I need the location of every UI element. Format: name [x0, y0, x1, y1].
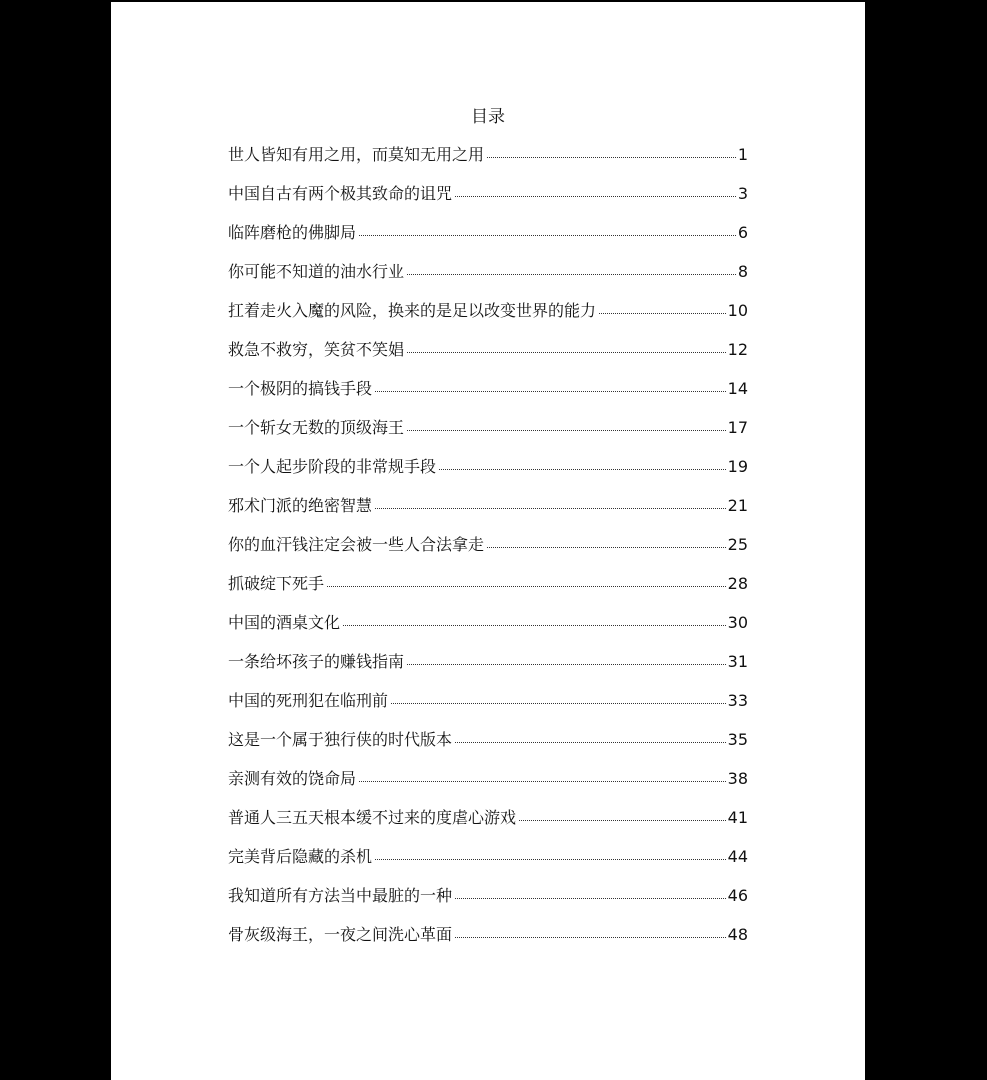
- toc-entry-title: 扛着走火入魔的风险，换来的是足以改变世界的能力: [228, 301, 597, 320]
- toc-entry-page-number: 31: [727, 652, 748, 671]
- toc-entry-page-number: 17: [727, 418, 748, 437]
- toc-entry-page-number: 14: [727, 379, 748, 398]
- toc-entry[interactable]: [228, 610, 748, 649]
- toc-entry-title: 中国自古有两个极其致命的诅咒: [228, 184, 453, 203]
- toc-entry-page-number: 38: [727, 769, 748, 788]
- toc-entry-title: 一个斩女无数的顶级海王: [228, 418, 405, 437]
- dot-leader: [599, 313, 726, 314]
- dot-leader: [519, 820, 726, 821]
- toc-entry[interactable]: [228, 883, 748, 922]
- toc-entry[interactable]: [228, 805, 748, 844]
- toc-entry-page-number: 46: [727, 886, 748, 905]
- dot-leader: [359, 235, 736, 236]
- toc-entry[interactable]: [228, 142, 748, 181]
- toc-entry-title: 临阵磨枪的佛脚局: [228, 223, 357, 242]
- toc-entry-title: 一个极阴的搞钱手段: [228, 379, 373, 398]
- toc-entry-page-number: 21: [727, 496, 748, 515]
- toc-entry-page-number: 8: [737, 262, 748, 281]
- toc-list: [228, 142, 748, 961]
- dot-leader: [487, 547, 726, 548]
- toc-entry[interactable]: [228, 454, 748, 493]
- toc-entry-title: 抓破绽下死手: [228, 574, 325, 593]
- toc-entry-page-number: 25: [727, 535, 748, 554]
- toc-entry-title: 中国的酒桌文化: [228, 613, 341, 632]
- toc-entry-title: 一个人起步阶段的非常规手段: [228, 457, 437, 476]
- toc-entry-page-number: 30: [727, 613, 748, 632]
- toc-entry[interactable]: [228, 727, 748, 766]
- toc-entry-page-number: 10: [727, 301, 748, 320]
- toc-entry[interactable]: [228, 298, 748, 337]
- toc-entry-page-number: 48: [727, 925, 748, 944]
- dot-leader: [455, 742, 726, 743]
- document-page: [111, 2, 865, 1080]
- toc-entry-page-number: 44: [727, 847, 748, 866]
- toc-entry-title: 骨灰级海王，一夜之间洗心革面: [228, 925, 453, 944]
- toc-entry-title: 你可能不知道的油水行业: [228, 262, 405, 281]
- dot-leader: [407, 664, 726, 665]
- dot-leader: [375, 859, 726, 860]
- toc-entry[interactable]: [228, 220, 748, 259]
- toc-entry-title: 你的血汗钱注定会被一些人合法拿走: [228, 535, 485, 554]
- dot-leader: [407, 430, 726, 431]
- toc-entry[interactable]: [228, 844, 748, 883]
- toc-entry[interactable]: [228, 766, 748, 805]
- toc-entry-title: 这是一个属于独行侠的时代版本: [228, 730, 453, 749]
- toc-entry-page-number: 28: [727, 574, 748, 593]
- toc-entry[interactable]: [228, 922, 748, 961]
- dot-leader: [487, 157, 736, 158]
- dot-leader: [407, 274, 736, 275]
- toc-entry-title: 救急不救穷，笑贫不笑娼: [228, 340, 405, 359]
- toc-entry[interactable]: [228, 649, 748, 688]
- toc-entry-title: 世人皆知有用之用，而莫知无用之用: [228, 145, 485, 164]
- dot-leader: [455, 898, 726, 899]
- toc-entry[interactable]: [228, 415, 748, 454]
- toc-entry-title: 一条给坏孩子的赚钱指南: [228, 652, 405, 671]
- toc-entry[interactable]: [228, 259, 748, 298]
- dot-leader: [407, 352, 726, 353]
- toc-heading: 目录: [471, 107, 505, 127]
- dot-leader: [375, 391, 726, 392]
- dot-leader: [439, 469, 726, 470]
- toc-entry-title: 亲测有效的饶命局: [228, 769, 357, 788]
- toc-entry-page-number: 33: [727, 691, 748, 710]
- toc-entry-page-number: 41: [727, 808, 748, 827]
- toc-entry-page-number: 1: [737, 145, 748, 164]
- toc-entry-title: 我知道所有方法当中最脏的一种: [228, 886, 453, 905]
- toc-entry-page-number: 3: [737, 184, 748, 203]
- dot-leader: [375, 508, 726, 509]
- toc-entry-page-number: 12: [727, 340, 748, 359]
- dot-leader: [455, 937, 726, 938]
- dot-leader: [455, 196, 736, 197]
- dot-leader: [391, 703, 726, 704]
- toc-entry-title: 邪术门派的绝密智慧: [228, 496, 373, 515]
- toc-entry[interactable]: [228, 688, 748, 727]
- toc-entry[interactable]: [228, 571, 748, 610]
- dot-leader: [359, 781, 726, 782]
- toc-entry-title: 完美背后隐藏的杀机: [228, 847, 373, 866]
- toc-entry-title: 中国的死刑犯在临刑前: [228, 691, 389, 710]
- toc-entry-page-number: 6: [737, 223, 748, 242]
- toc-entry[interactable]: [228, 493, 748, 532]
- toc-entry-page-number: 35: [727, 730, 748, 749]
- dot-leader: [327, 586, 726, 587]
- dot-leader: [343, 625, 726, 626]
- toc-entry[interactable]: [228, 181, 748, 220]
- toc-entry-title: 普通人三五天根本缓不过来的度虐心游戏: [228, 808, 517, 827]
- toc-entry-page-number: 19: [727, 457, 748, 476]
- toc-entry[interactable]: [228, 337, 748, 376]
- toc-entry[interactable]: [228, 376, 748, 415]
- toc-entry[interactable]: [228, 532, 748, 571]
